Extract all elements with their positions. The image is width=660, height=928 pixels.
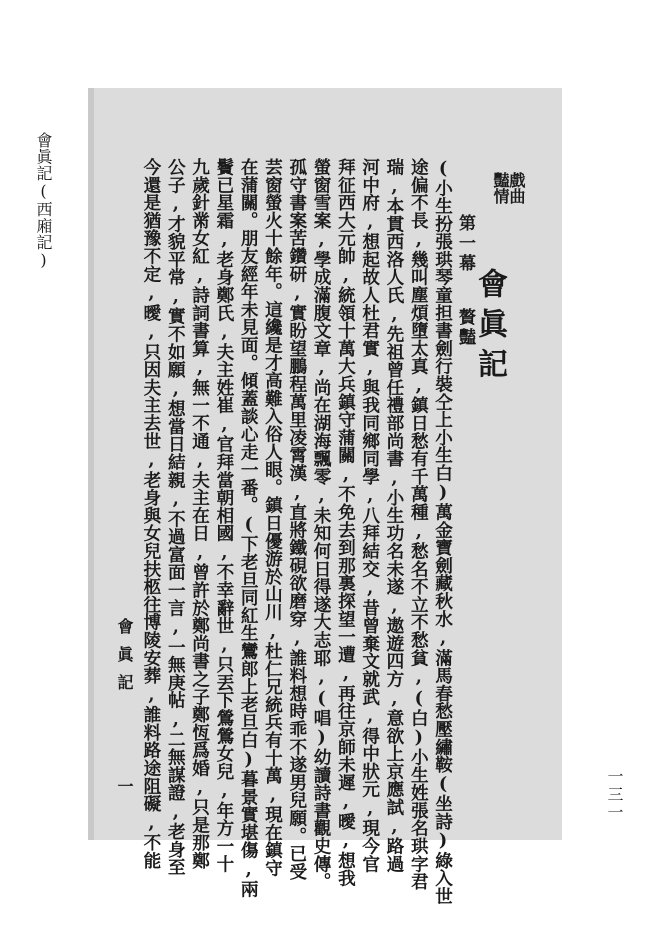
margin-book-title: 會眞記(西廂記) [34, 132, 53, 270]
text-column: 九歲針黹女紅,詩詞書算,無一不通,夫主在日,曾許於鄭尚書之子鄭恆爲婚,只是那鄭 [189, 158, 211, 870]
text-column: 河中府,想起故人杜君實,與我同鄉同學,八拜結交,昔曾棄文就武,得中狀元,現今官 [359, 158, 381, 873]
act-number: 第一幕 [455, 214, 475, 274]
text-column: 途偏不長,幾叫塵煩墮太真,鎮日愁有千萬種,愁名不立不愁貧,(白)小生姓張名珙字君 [408, 158, 430, 891]
series-label-line-1: 戲曲 [507, 172, 526, 204]
text-column: 拜征西大元帥,統領十萬大兵鎮守蒲關,不免去到那裏探望一遭,再往京師未遲,曖,想我 [335, 158, 357, 887]
text-column: 鬢已星霜,老身鄭氏,夫主姓崔,官拜當朝相國,不幸辭世,只丟下鶯鶯女兒,年方一十 [213, 158, 235, 873]
text-column: 今還是猶豫不定,曖,只因夫主去世,老身與女兒扶柩往博陵安葬,誰料路途阻礙,不能 [140, 158, 162, 870]
margin-page-number: 一三一 [605, 768, 624, 822]
text-column: 孤守書案苦鑽研,實盼望鵬程萬里凌霄漢,直將鐵硯欲磨穿,誰料想時乖不遂男兒願。已受 [286, 158, 308, 881]
text-column: (小生扮張珙琴童担書劍行裝仝上小生白)萬金寶劍藏秋水,滿馬春愁壓繡鞍(坐詩)綠入世 [432, 158, 454, 905]
text-column: 芸窗螢火十餘年。這纔是才高難入俗人眼。鎮日優游於山川,杜仁兄統兵有十萬,現在鎮守 [262, 158, 284, 877]
leaf-number: 一 [115, 778, 134, 794]
text-column: 在蒲關。朋友經年未見面。傾蓋談心走一番。(下老旦同紅生鸞郎上老旦白)暮景實堪傷,兩 [238, 158, 260, 898]
text-column: 公子,才貌平常,實不如願,想當日結親,不過富面一言,一無庚帖,二無謀證,老身至 [165, 158, 187, 876]
series-label-line-2: 豔情 [491, 172, 510, 204]
text-column: 螢窗雪案,學成滿腹文章,尚在湖海飄零,未知何日得遂大志耶,(唱)幼讀詩書觀史傳。 [311, 158, 333, 891]
series-label [492, 172, 524, 204]
page-edge-shadow [88, 88, 94, 840]
running-title: 會眞記 [115, 618, 134, 702]
act-heading [456, 214, 473, 348]
scene-title: 贅豔 [455, 308, 475, 348]
text-column: 瑞,本貫西洛人氏,先祖曾任禮部尚書,小生功名未遂,遨遊四方,意欲上京應試,路過 [383, 158, 405, 873]
play-title: 會眞記 [472, 268, 507, 388]
